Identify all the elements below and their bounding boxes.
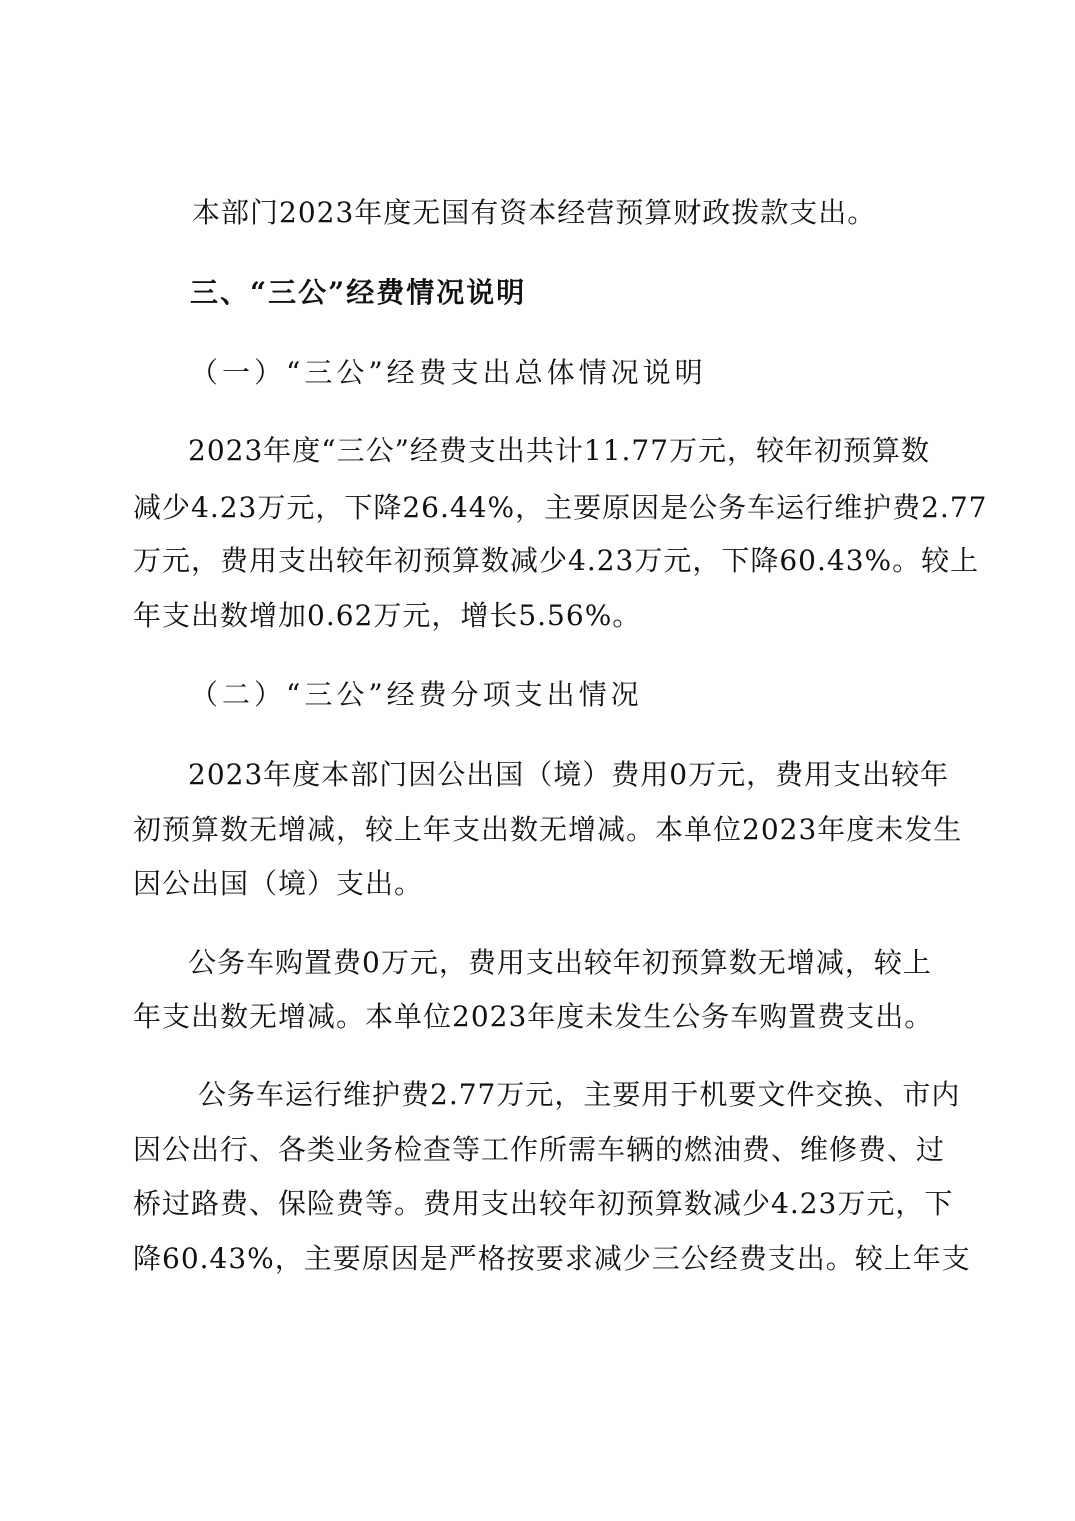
paragraph-line: 2023年度“三公”经费支出共计11.77万元，较年初预算数 [188, 434, 931, 467]
paragraph-line: 公务车运行维护费2.77万元，主要用于机要文件交换、市内 [198, 1078, 961, 1111]
paragraph-line: 降60.43%，主要原因是严格按要求减少三公经费支出。较上年支 [133, 1242, 971, 1275]
paragraph-intro: 本部门2023年度无国有资本经营预算财政拨款支出。 [192, 196, 877, 229]
paragraph-line: 减少4.23万元，下降26.44%，主要原因是公务车运行维护费2.77 [133, 491, 988, 524]
paragraph-line: 公务车购置费0万元，费用支出较年初预算数无增减，较上 [188, 946, 932, 979]
section-heading-three: 三、“三公”经费情况说明 [190, 276, 527, 309]
paragraph-line: 年支出数增加0.62万元，增长5.56%。 [133, 599, 642, 632]
paragraph-line: 万元，费用支出较年初预算数减少4.23万元，下降60.43%。较上 [133, 544, 980, 577]
paragraph-line: 因公出行、各类业务检查等工作所需车辆的燃油费、维修费、过 [133, 1133, 946, 1166]
paragraph-line: 因公出国（境）支出。 [133, 867, 424, 900]
paragraph-line: 初预算数无增减，较上年支出数无增减。本单位2023年度未发生 [133, 813, 963, 846]
subsection-heading-one: （一）“三公”经费支出总体情况说明 [190, 356, 707, 389]
paragraph-line: 2023年度本部门因公出国（境）费用0万元，费用支出较年 [188, 758, 950, 791]
paragraph-line: 年支出数无增减。本单位2023年度未发生公务车购置费支出。 [133, 1000, 934, 1033]
paragraph-line: 桥过路费、保险费等。费用支出较年初预算数减少4.23万元，下 [133, 1187, 954, 1220]
subsection-heading-two: （二）“三公”经费分项支出情况 [190, 678, 643, 711]
